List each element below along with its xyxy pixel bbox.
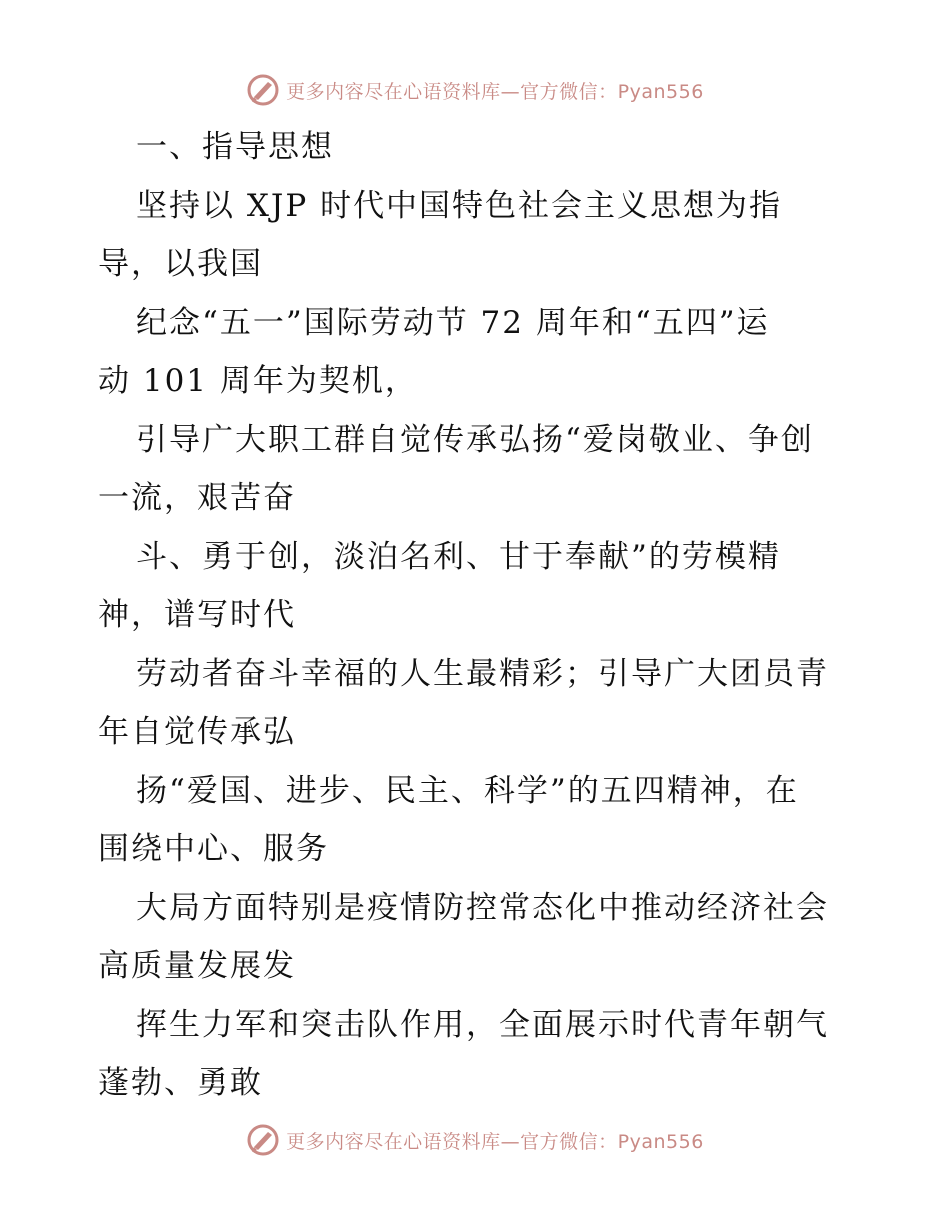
text-line: 大局方面特别是疫情防控常态化中推动经济社会 — [136, 889, 829, 926]
text-line: 高质量发展发 — [98, 948, 296, 984]
text-line: 斗、勇于创，淡泊名利、甘于奉献”的劳模精 — [136, 538, 781, 575]
text-line: 挥生力军和突击队作用，全面展示时代青年朝气 — [136, 1006, 829, 1043]
text-line: 围绕中心、服务 — [98, 831, 329, 867]
text-line: 动 101 周年为契机， — [98, 363, 418, 399]
footer-watermark — [0, 1120, 950, 1160]
document-body — [98, 118, 858, 1113]
text-line: 坚持以 XJP 时代中国特色社会主义思想为指 — [136, 187, 783, 224]
pen-logo-icon — [246, 73, 280, 107]
watermark-text: 更多内容尽在心语资料库—官方微信：Pyan556 — [286, 1130, 704, 1153]
header-watermark — [0, 70, 950, 110]
text-line: 劳动者奋斗幸福的人生最精彩；引导广大团员青 — [136, 655, 829, 692]
watermark-text: 更多内容尽在心语资料库—官方微信：Pyan556 — [286, 80, 704, 103]
text-line: 扬“爱国、进步、民主、科学”的五四精神，在 — [136, 772, 799, 809]
pen-logo-icon — [246, 1123, 280, 1157]
text-line: 纪念“五一”国际劳动节 72 周年和“五四”运 — [136, 304, 770, 341]
text-line: 年自觉传承弘 — [98, 714, 296, 750]
text-line: 蓬勃、勇敢 — [98, 1065, 263, 1101]
text-line: 引导广大职工群自觉传承弘扬“爱岗敬业、争创 — [136, 421, 814, 458]
text-line: 一流，艰苦奋 — [98, 480, 296, 516]
text-line: 神，谱写时代 — [98, 597, 296, 633]
text-line: 导，以我国 — [98, 246, 263, 282]
text-line: 一、指导思想 — [136, 129, 334, 165]
